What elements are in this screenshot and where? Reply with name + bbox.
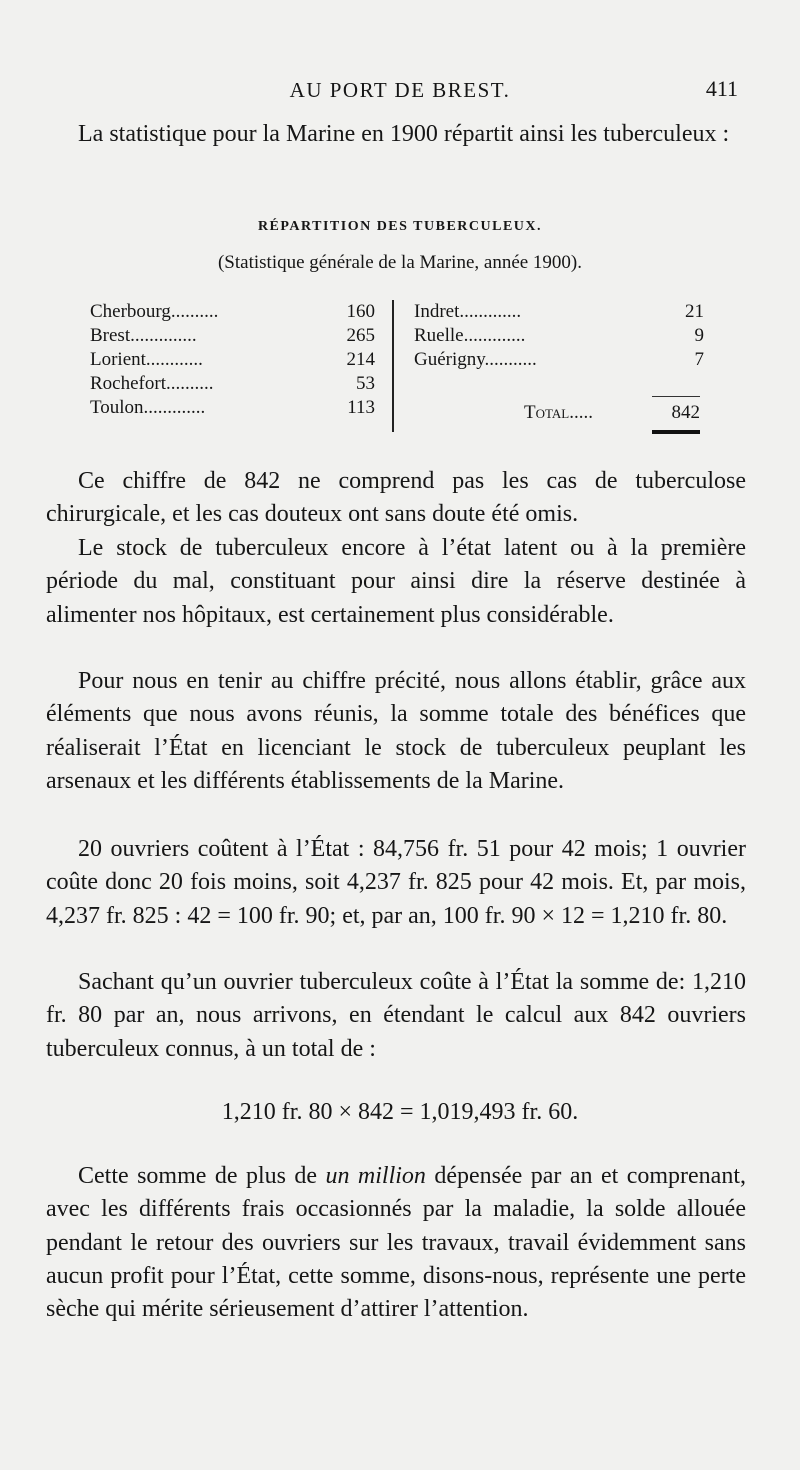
location-count: 265 xyxy=(346,325,375,346)
paragraph-5: Sachant qu’un ouvrier tuberculeux coûte à l’État la somme de: 1,210 fr. 80 par an, nous arrivons, en étendant le calcul aux 842 ouvriers tuberculeux connus, à un total de : xyxy=(46,969,746,1062)
location-name: Lorient............ xyxy=(90,349,203,370)
total-label: Total..... xyxy=(524,402,593,423)
total-rule xyxy=(652,396,700,397)
location-name: Brest.............. xyxy=(90,325,197,346)
table-row xyxy=(90,396,375,420)
location-name: Ruelle............. xyxy=(414,325,526,346)
location-name: Cherbourg.......... xyxy=(90,301,219,322)
location-count: 160 xyxy=(346,301,375,322)
location-name: Rochefort.......... xyxy=(90,373,214,394)
table-subtitle: (Statistique générale de la Marine, année 1900). xyxy=(217,252,583,273)
page-header xyxy=(0,74,800,104)
location-count: 214 xyxy=(346,349,375,370)
table-row xyxy=(90,372,375,396)
paragraph-1: Ce chiffre de 842 ne comprend pas les cas de tuberculose chirurgicale, et les cas douteux ont sans doute été omis. xyxy=(46,468,746,528)
total-double-rule xyxy=(652,430,700,434)
page-number: 411 xyxy=(705,76,738,101)
table-title: RÉPARTITION DES TUBERCULEUX. xyxy=(257,219,543,234)
table-row xyxy=(414,324,704,348)
total-value: 842 xyxy=(671,402,700,423)
table-row xyxy=(90,348,375,372)
paragraph-3: Pour nous en tenir au chiffre précité, nous allons établir, grâce aux éléments que nous avons réunis, la somme totale des bénéfices que réaliserait l’État en licenciant le stock de tuberculeux peuplant les arsenaux et les différents établissements de la Marine. xyxy=(46,668,746,794)
table-right-column xyxy=(414,300,704,372)
paragraph-2: Le stock de tuberculeux encore à l’état latent ou à la première période du mal, constituant pour ainsi dire la réserve destinée à alimenter nos hôpitaux, est certainement plus considérable. xyxy=(46,535,746,628)
running-head: AU PORT DE BREST. xyxy=(289,78,511,102)
table-row xyxy=(414,348,704,372)
location-count: 53 xyxy=(356,373,375,394)
location-count: 7 xyxy=(694,349,704,370)
table-left-column xyxy=(90,300,375,420)
location-name: Guérigny........... xyxy=(414,349,537,370)
location-count: 21 xyxy=(685,301,704,322)
location-name: Indret............. xyxy=(414,301,522,322)
location-count: 9 xyxy=(694,325,704,346)
closing-paragraph xyxy=(46,1160,746,1326)
cost-equation: 1,210 fr. 80 × 842 = 1,019,493 fr. 60. xyxy=(221,1099,579,1125)
closing-emphasis: un million xyxy=(325,1163,426,1189)
paragraph-4: 20 ouvriers coûtent à l’État : 84,756 fr. 51 pour 42 mois; 1 ouvrier coûte donc 20 fois moins, soit 4,237 fr. 825 pour 42 mois. Et, par mois, 4,237 fr. 825 : 42 = 100 fr. 90; et, par an, 100 fr. 90 × 12 = 1,210 fr. 80. xyxy=(46,836,746,929)
table-row xyxy=(90,300,375,324)
closing-text-start: Cette somme de plus de xyxy=(78,1163,326,1189)
location-name: Toulon............. xyxy=(90,397,206,418)
total-row xyxy=(524,400,700,426)
closing-text-end: dépensée par an et comprenant, avec les différents frais occasionnés par la maladie, la solde allouée pendant le retour des ouvriers sur les travaux, travail évidemment sans aucun profit pour l’État, cette somme, disons-nous, représente une perte sèche qui mérite sérieusement d’attirer l’attention. xyxy=(46,1163,746,1323)
table-row xyxy=(90,324,375,348)
table-divider xyxy=(392,300,394,432)
intro-paragraph: La statistique pour la Marine en 1900 répartit ainsi les tuberculeux : xyxy=(78,121,730,147)
location-count: 113 xyxy=(347,397,375,418)
table-row xyxy=(414,300,704,324)
